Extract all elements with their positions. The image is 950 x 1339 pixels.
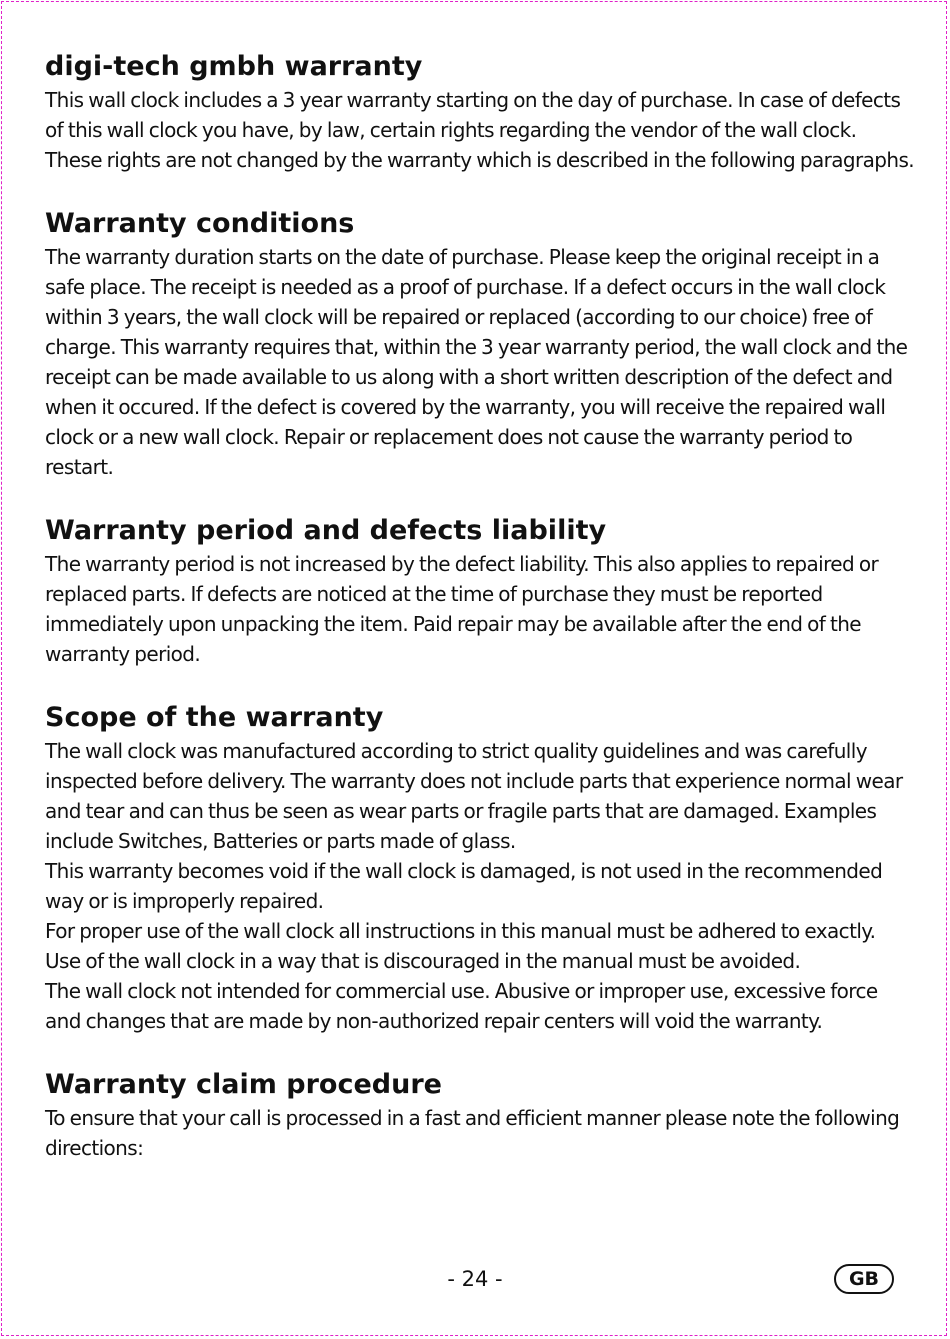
page-number: - 24 - <box>447 1267 503 1291</box>
section-title: Scope of the warranty <box>45 702 384 733</box>
section-warranty-period <box>45 514 915 669</box>
section-title: Warranty period and defects liability <box>45 515 607 546</box>
section-paragraph: For proper use of the wall clock all instructions in this manual must be adhered to exactly. Use of the wall clock in a way that is discouraged in the manual must be avoided. <box>45 919 876 973</box>
section-title: Warranty claim procedure <box>45 1069 442 1100</box>
section-digi-tech-warranty <box>45 50 915 175</box>
section-title: Warranty conditions <box>45 208 355 239</box>
section-title: digi-tech gmbh warranty <box>45 51 423 82</box>
language-badge: GB <box>834 1264 894 1294</box>
section-paragraph: The warranty period is not increased by the defect liability. This also applies to repaired or replaced parts. If defects are noticed at the time of purchase they must be reported immediately upon unpacking the item. Paid repair may be available after the end of the warranty period. <box>45 552 879 666</box>
section-scope-of-warranty <box>45 701 915 1036</box>
section-paragraph: To ensure that your call is processed in a fast and efficient manner please note the following directions: <box>45 1106 900 1160</box>
section-warranty-claim-procedure <box>45 1068 915 1163</box>
section-paragraph: The warranty duration starts on the date of purchase. Please keep the original receipt in a safe place. The receipt is needed as a proof of purchase. If a defect occurs in the wall clock within 3 years, the wall clock will be repaired or replaced (according to our choice) free of charge. This warranty requires that, within the 3 year warranty period, the wall clock and the receipt can be made available to us along with a short written description of the defect and when it occured. If the defect is covered by the warranty, you will receive the repaired wall clock or a new wall clock. Repair or replacement does not cause the warranty period to restart. <box>45 245 908 479</box>
section-paragraph: This wall clock includes a 3 year warranty starting on the day of purchase. In case of defects of this wall clock you have, by law, certain rights regarding the vendor of the wall clock. These rights are not changed by the warranty which is described in the following paragraphs. <box>45 88 915 172</box>
section-paragraph: This warranty becomes void if the wall clock is damaged, is not used in the recommended way or is improperly repaired. <box>45 859 883 913</box>
section-warranty-conditions <box>45 207 915 482</box>
document-body <box>45 50 915 1195</box>
section-paragraph: The wall clock not intended for commercial use. Abusive or improper use, excessive force and changes that are made by non-authorized repair centers will void the warranty. <box>45 979 878 1033</box>
section-paragraph: The wall clock was manufactured according to strict quality guidelines and was carefully inspected before delivery. The warranty does not include parts that experience normal wear and tear and can thus be seen as wear parts or fragile parts that are damaged. Examples include Switches, Batteries or parts made of glass. <box>45 739 903 853</box>
